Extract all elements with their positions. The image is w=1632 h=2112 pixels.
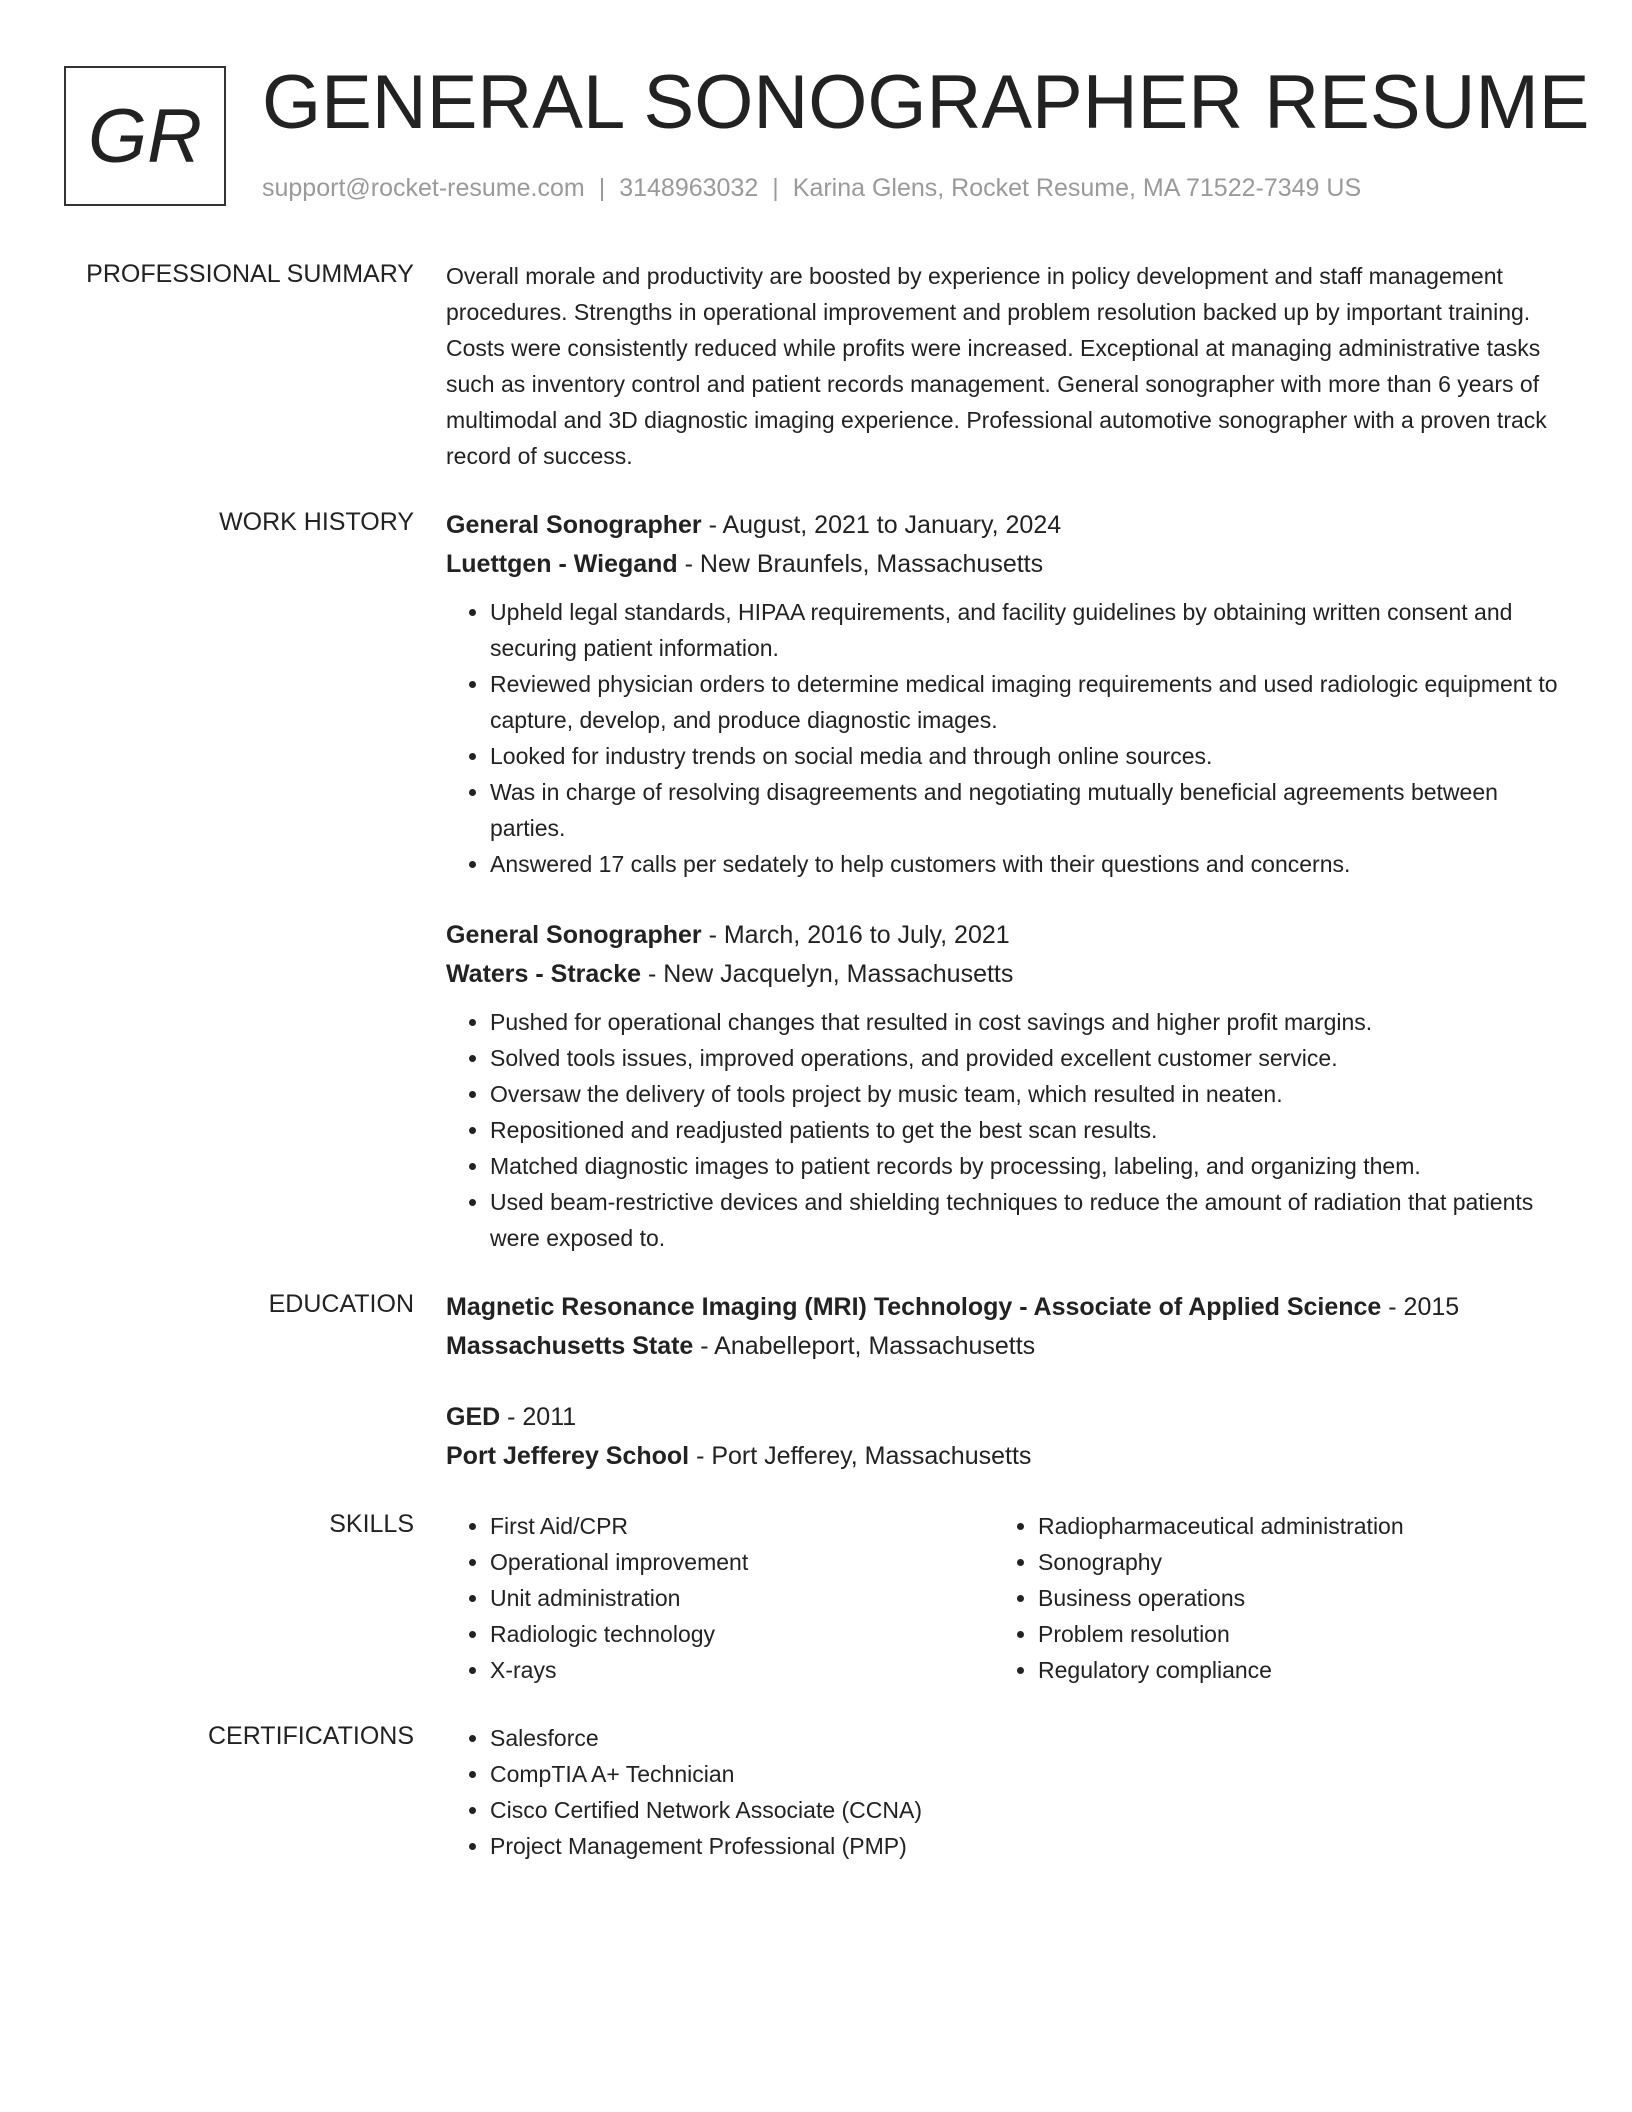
skills-column-right (994, 1508, 1542, 1688)
job-company: Waters - Stracke (446, 960, 641, 988)
job-bullet: • Upheld legal standards, HIPAA requirements, and facility guidelines by obtaining written consent and securing patient information. (490, 594, 1570, 666)
skill-item: • Regulatory compliance (1038, 1652, 1542, 1688)
job-bullet: • Reviewed physician orders to determine medical imaging requirements and used radiologic equipment to capture, develop, and produce diagnostic images. (490, 666, 1570, 738)
section-label: WORK HISTORY (219, 508, 414, 536)
job-dates: - March, 2016 to July, 2021 (701, 921, 1010, 949)
section-certifications (0, 1720, 1632, 1864)
job-bullet: • Solved tools issues, improved operations, and provided excellent customer service. (490, 1040, 1570, 1076)
section-body (446, 1508, 1570, 1688)
job-company-line (446, 545, 1570, 584)
job-location: - New Jacquelyn, Massachusetts (641, 960, 1014, 988)
section-label: PROFESSIONAL SUMMARY (86, 260, 414, 288)
resume-sections (0, 258, 1632, 1896)
job-bullet: • Was in charge of resolving disagreements and negotiating mutually beneficial agreements between parties. (490, 774, 1570, 846)
skill-item: • Sonography (1038, 1544, 1542, 1580)
education-school-line (446, 1327, 1570, 1366)
section-label: CERTIFICATIONS (207, 1722, 414, 1750)
education-degree: GED (446, 1403, 501, 1431)
job-title-line (446, 916, 1570, 955)
certification-item: • Cisco Certified Network Associate (CCNA) (490, 1792, 1570, 1828)
education-school: Port Jefferey School (446, 1442, 690, 1470)
contact-address: Karina Glens, Rocket Resume, MA 71522-7349 US (792, 174, 1362, 202)
skills-grid (446, 1508, 1570, 1688)
certification-item: • Project Management Professional (PMP) (490, 1828, 1570, 1864)
job-company: Luettgen - Wiegand (446, 550, 678, 578)
job-entry (446, 506, 1570, 882)
job-title-line (446, 506, 1570, 545)
job-location: - New Braunfels, Massachusetts (677, 550, 1044, 578)
education-year: - 2015 (1381, 1293, 1460, 1321)
contact-separator: | (598, 174, 606, 202)
education-location: - Port Jefferey, Massachusetts (689, 1442, 1032, 1470)
job-bullet: • Looked for industry trends on social media and through online sources. (490, 738, 1570, 774)
section-professional-summary (0, 258, 1632, 474)
certifications-list (446, 1720, 1570, 1864)
skills-column-left (446, 1508, 994, 1688)
skill-item: • Unit administration (490, 1580, 994, 1616)
job-title: General Sonographer (446, 511, 702, 539)
section-skills (0, 1508, 1632, 1688)
education-location: - Anabelleport, Massachusetts (693, 1332, 1036, 1360)
contact-email[interactable]: support@rocket-resume.com (262, 174, 585, 202)
section-body (446, 258, 1570, 474)
certification-item: • CompTIA A+ Technician (490, 1756, 1570, 1792)
skill-item: • Business operations (1038, 1580, 1542, 1616)
education-school-line (446, 1437, 1570, 1476)
education-school: Massachusetts State (446, 1332, 694, 1360)
skill-item: • First Aid/CPR (490, 1508, 994, 1544)
job-bullet: • Pushed for operational changes that resulted in cost savings and higher profit margins. (490, 1004, 1570, 1040)
job-bullets (446, 594, 1570, 882)
education-entry (446, 1398, 1570, 1476)
skill-item: • Operational improvement (490, 1544, 994, 1580)
skills-list (994, 1508, 1542, 1688)
skills-list (446, 1508, 994, 1688)
job-dates: - August, 2021 to January, 2024 (701, 511, 1062, 539)
job-bullet: • Repositioned and readjusted patients to get the best scan results. (490, 1112, 1570, 1148)
skill-item: • Radiologic technology (490, 1616, 994, 1652)
contact-separator: | (772, 174, 779, 202)
section-body (446, 506, 1570, 1256)
job-bullet: • Used beam-restrictive devices and shielding techniques to reduce the amount of radiation that patients were exposed to. (490, 1184, 1570, 1256)
education-year: - 2011 (500, 1403, 577, 1431)
job-bullets (446, 1004, 1570, 1256)
monogram-badge: GR (64, 66, 226, 206)
summary-text: Overall morale and productivity are boosted by experience in policy development and staff management procedures. Strengths in operational improvement and problem resolution backed up by important training. Costs were consistently reduced while profits were increased. Exceptional at managing administrative tasks such as inventory control and patient records management. General sonographer with more than 6 years of multimodal and 3D diagnostic imaging experience. Professional automotive sonographer with a proven track record of success. (446, 263, 1547, 469)
job-bullet: • Answered 17 calls per sedately to help customers with their questions and concerns. (490, 846, 1570, 882)
section-work-history (0, 506, 1632, 1256)
job-company-line (446, 955, 1570, 994)
education-degree-line (446, 1398, 1570, 1437)
section-label: EDUCATION (268, 1290, 414, 1318)
job-bullet: • Matched diagnostic images to patient records by processing, labeling, and organizing them. (490, 1148, 1570, 1184)
education-entry (446, 1288, 1570, 1366)
section-body (446, 1720, 1570, 1864)
skill-item: • Problem resolution (1038, 1616, 1542, 1652)
job-bullet: • Oversaw the delivery of tools project by music team, which resulted in neaten. (490, 1076, 1570, 1112)
contact-phone[interactable]: 3148963032 (619, 174, 759, 202)
section-education (0, 1288, 1632, 1476)
skill-item: • Radiopharmaceutical administration (1038, 1508, 1542, 1544)
job-entry (446, 916, 1570, 1256)
skill-item: • X-rays (490, 1652, 994, 1688)
resume-title: GENERAL SONOGRAPHER RESUME (262, 60, 1590, 145)
certification-item: • Salesforce (490, 1720, 1570, 1756)
education-degree-line (446, 1288, 1570, 1327)
contact-line (262, 174, 1361, 203)
section-body (446, 1288, 1570, 1476)
section-label: SKILLS (329, 1510, 414, 1538)
education-degree: Magnetic Resonance Imaging (MRI) Technology - Associate of Applied Science (446, 1293, 1382, 1321)
job-title: General Sonographer (446, 921, 702, 949)
